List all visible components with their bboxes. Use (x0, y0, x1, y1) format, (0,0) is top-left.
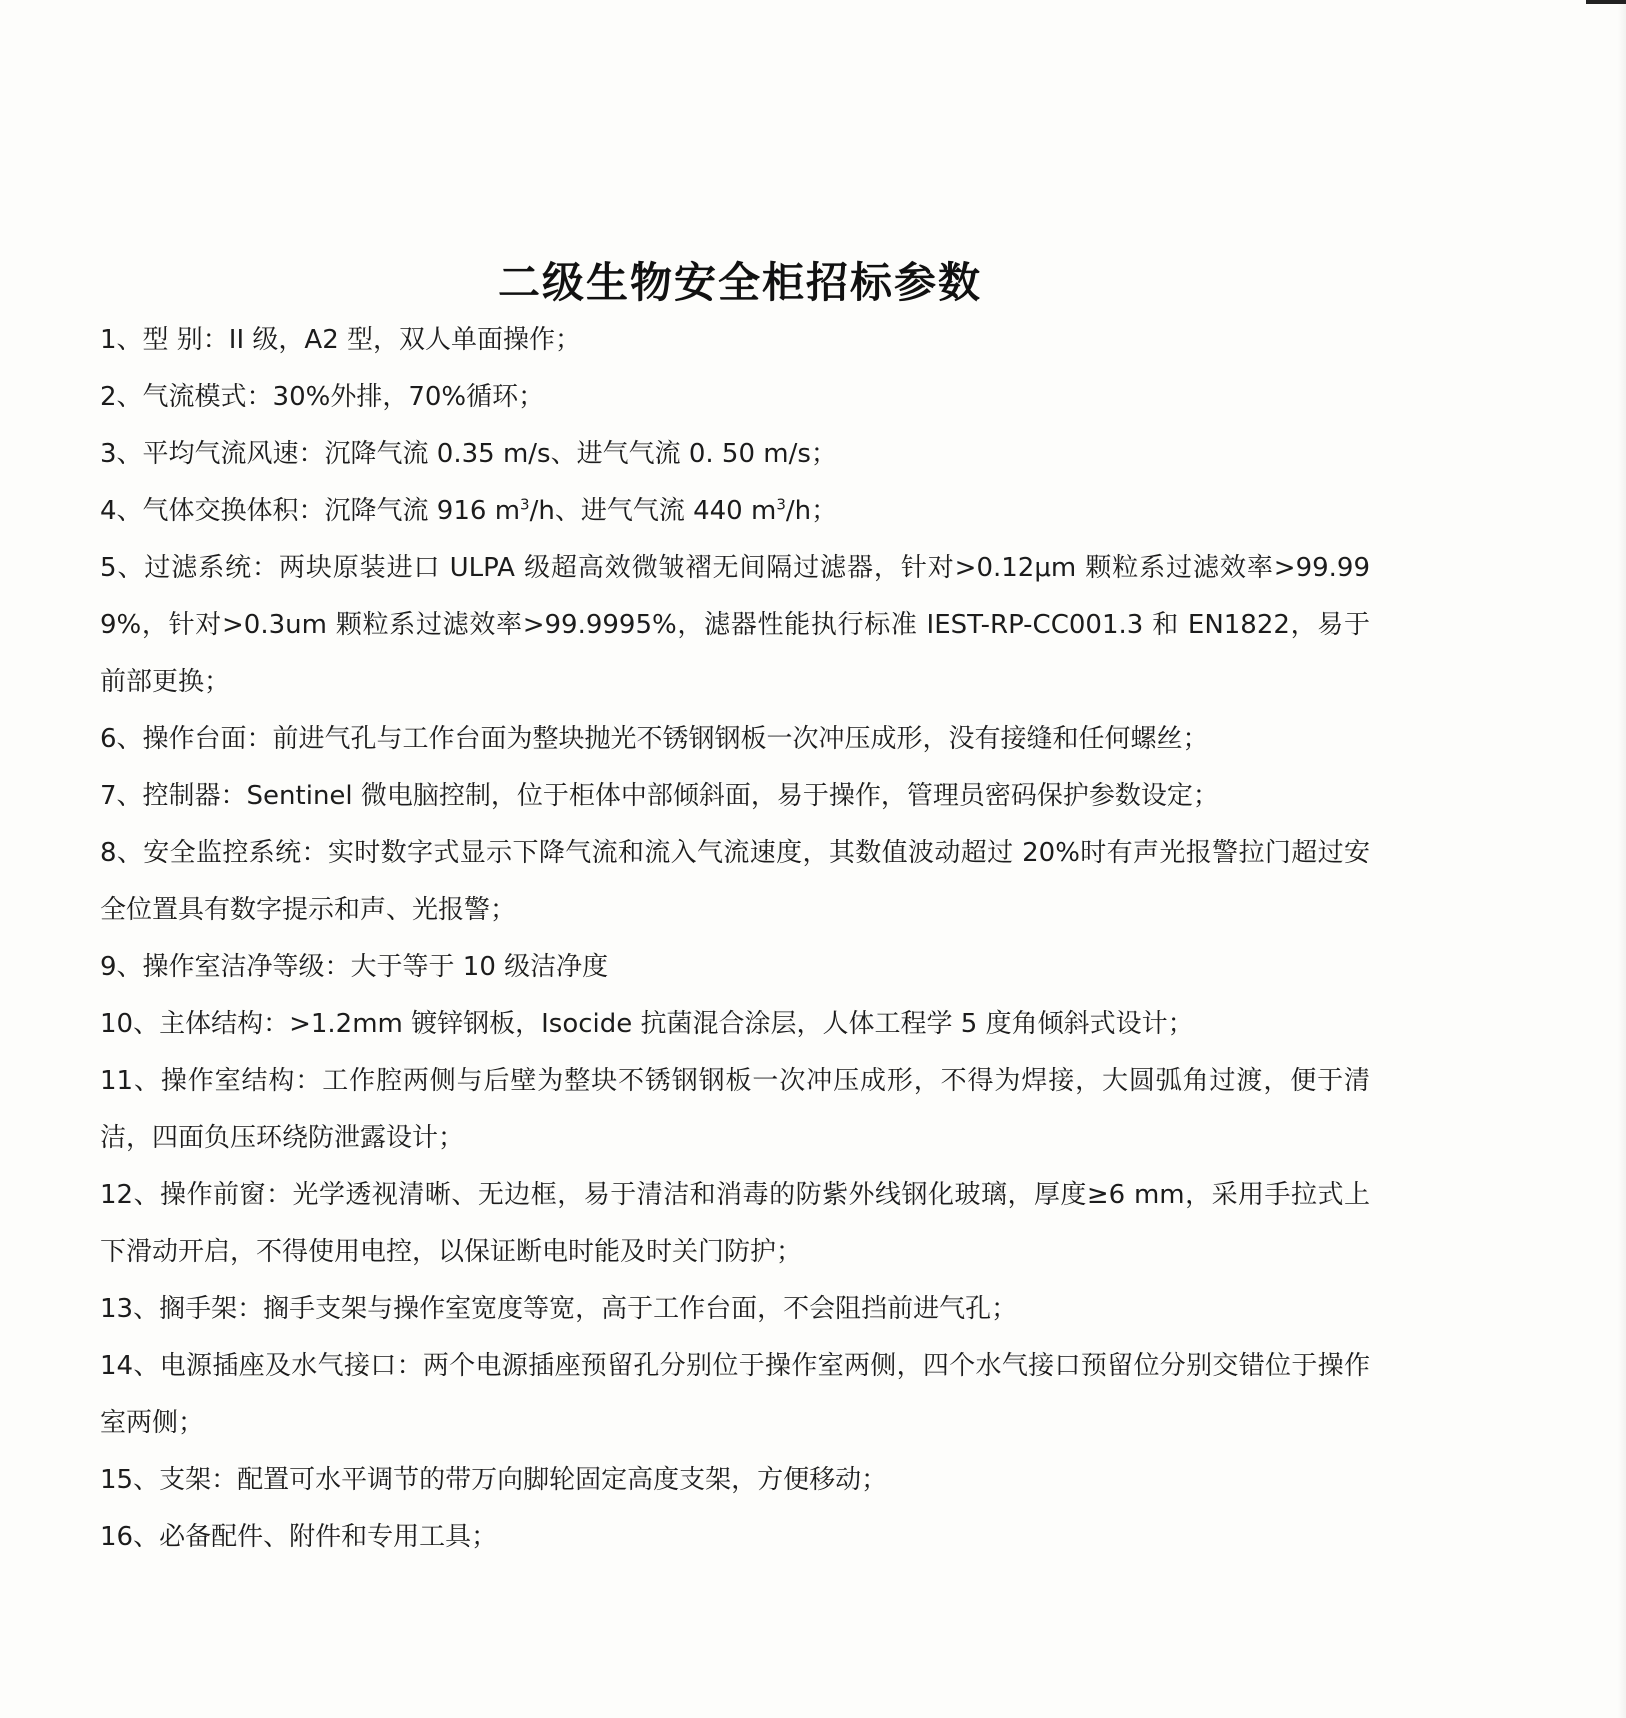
parameter-item-7: 7、控制器：Sentinel 微电脑控制，位于柜体中部倾斜面，易于操作，管理员密码保护参数设定； (100, 781, 1219, 811)
parameter-item-5: 5、过滤系统：两块原装进口 ULPA 级超高效微皱褶无间隔过滤器，针对>0.12μm 颗粒系过滤效率>99.999%，针对>0.3um 颗粒系过滤效率>99.9995%，滤器性能执行标准 IEST-RP-CC001.3 和 EN1822，易于前部更换； (100, 553, 1370, 697)
superscript-3: 3 (776, 495, 786, 514)
parameter-item-8: 8、安全监控系统：实时数字式显示下降气流和流入气流速度，其数值波动超过 20%时有声光报警拉门超过安全位置具有数字提示和声、光报警； (100, 838, 1370, 925)
document-page (100, 258, 1370, 1566)
superscript-3: 3 (520, 495, 530, 514)
parameter-item-15: 15、支架：配置可水平调节的带万向脚轮固定高度支架，方便移动； (100, 1465, 888, 1495)
scan-corner-mark (1586, 0, 1626, 4)
parameter-item-4-part-a: 4、气体交换体积：沉降气流 916 m (100, 496, 521, 526)
parameter-item-12: 12、操作前窗：光学透视清晰、无边框，易于清洁和消毒的防紫外线钢化玻璃，厚度≥6 mm，采用手拉式上下滑动开启，不得使用电控，以保证断电时能及时关门防护； (100, 1180, 1370, 1267)
parameter-item-16: 16、必备配件、附件和专用工具； (100, 1522, 498, 1552)
parameter-item-4-part-b: /h、进气气流 440 m (529, 496, 777, 526)
parameter-item-9: 9、操作室洁净等级：大于等于 10 级洁净度 (100, 952, 609, 982)
parameter-item-6: 6、操作台面：前进气孔与工作台面为整块抛光不锈钢钢板一次冲压成形，没有接缝和任何螺丝； (100, 724, 1209, 754)
parameter-item-4 (100, 483, 1370, 540)
document-title: 二级生物安全柜招标参数 (497, 258, 982, 307)
scan-page-edge (1618, 0, 1626, 1718)
parameter-item-10: 10、主体结构：>1.2mm 镀锌钢板，Isocide 抗菌混合涂层，人体工程学 5 度角倾斜式设计； (100, 1009, 1194, 1039)
parameter-item-2: 2、气流模式：30%外排，70%循环； (100, 382, 545, 412)
parameter-item-11: 11、操作室结构：工作腔两侧与后壁为整块不锈钢钢板一次冲压成形，不得为焊接，大圆弧角过渡，便于清洁，四面负压环绕防泄露设计； (100, 1066, 1370, 1153)
parameter-item-1: 1、型 别：II 级，A2 型，双人单面操作； (100, 325, 582, 355)
parameter-item-4-part-c: /h； (785, 496, 838, 526)
parameter-item-14: 14、电源插座及水气接口：两个电源插座预留孔分别位于操作室两侧，四个水气接口预留位分别交错位于操作室两侧； (100, 1351, 1370, 1438)
parameter-list (100, 312, 1370, 1566)
parameter-item-3: 3、平均气流风速：沉降气流 0.35 m/s、进气气流 0. 50 m/s； (100, 439, 837, 469)
parameter-item-13: 13、搁手架：搁手支架与操作室宽度等宽，高于工作台面，不会阻挡前进气孔； (100, 1294, 1018, 1324)
